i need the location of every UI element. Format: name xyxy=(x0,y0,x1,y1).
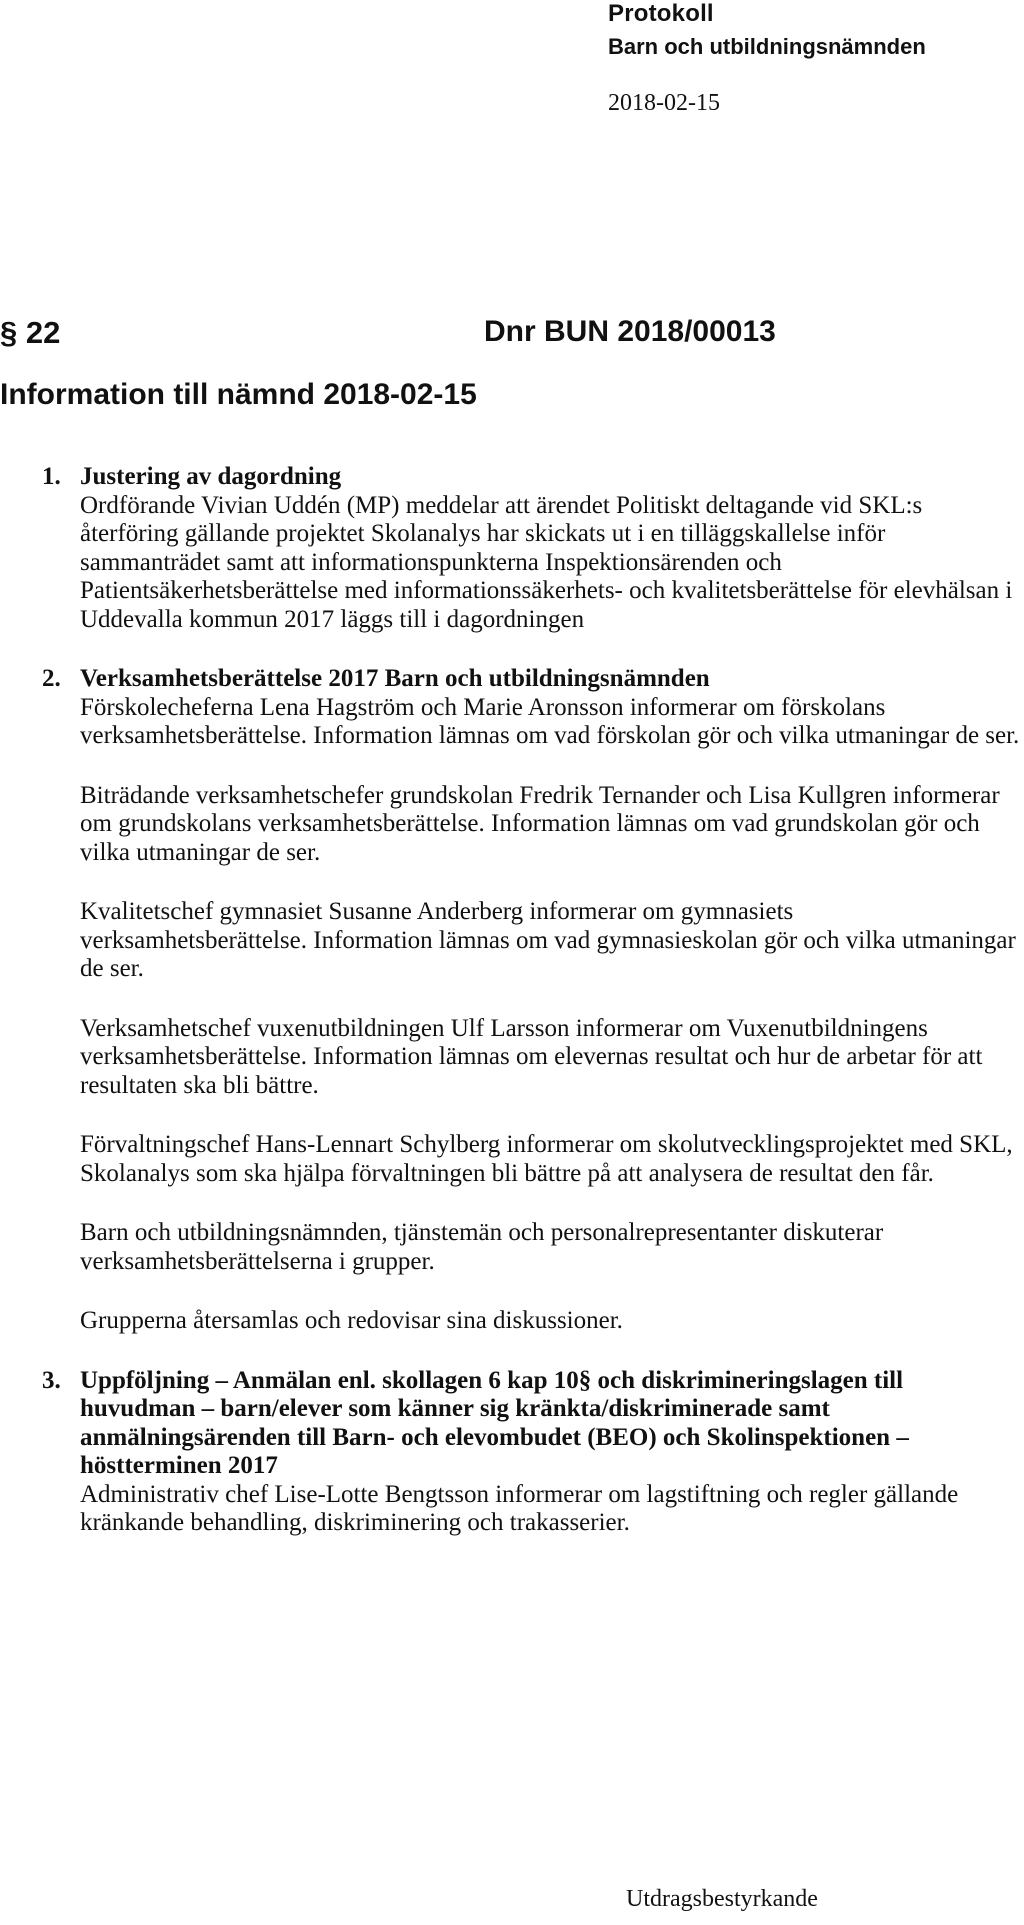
agenda-item xyxy=(42,665,1022,1336)
certification-label: Utdragsbestyrkande xyxy=(626,1886,818,1912)
agenda-item-paragraph: Barn och utbildningsnämnden, tjänstemän och personalrepresentanter diskuterar verksamhetsberättelserna i grupper. xyxy=(80,1219,884,1275)
agenda-item xyxy=(42,463,1022,634)
agenda-item-title: Uppföljning – Anmälan enl. skollagen 6 kap 10§ och diskrimineringslagen till huvudman – barn/elever som känner sig kränkta/diskriminerade samt anmälningsärenden till Barn- och elevombudet (BEO) och Skolinspektionen – höstterminen 2017 xyxy=(80,1366,909,1479)
case-number: Dnr BUN 2018/00013 xyxy=(484,315,776,348)
agenda-item xyxy=(42,1367,1022,1538)
agenda-item-paragraph: Kvalitetschef gymnasiet Susanne Anderberg informerar om gymnasiets verksamhetsberättelse. Information lämnas om vad gymnasieskolan gör och vilka utmaningar de ser. xyxy=(80,898,1016,982)
agenda-item-paragraph: Biträdande verksamhetschefer grundskolan Fredrik Ternander och Lisa Kullgren informerar om grundskolans verksamhetsberättelse. Information lämnas om vad grundskolan gör och vilka utmaningar de ser. xyxy=(80,781,1000,866)
agenda-item-paragraph: Administrativ chef Lise-Lotte Bengtsson informerar om lagstiftning och regler gällande kränkande behandling, diskriminering och trakasserier. xyxy=(80,1480,959,1536)
agenda-item-paragraph: Verksamhetschef vuxenutbildningen Ulf Larsson informerar om Vuxenutbildningens verksamhetsberättelse. Information lämnas om elevernas resultat och hur de arbetar för att resultaten ska bli bättre. xyxy=(80,1014,983,1099)
agenda-item-paragraph: Ordförande Vivian Uddén (MP) meddelar att ärendet Politiskt deltagande vid SKL:s återföring gällande projektet Skolanalys har skickats ut i en tilläggskallelse inför sammanträdet samt att informationspunkterna Inspektionsärenden och Patientsäkerhetsberättelse med informationssäkerhets- och kvalitetsberättelse för elevhälsan i Uddevalla kommun 2017 läggs till i dagordningen xyxy=(80,491,1013,633)
agenda-item-paragraph: Förvaltningschef Hans-Lennart Schylberg informerar om skolutvecklingsprojektet med SKL, Skolanalys som ska hjälpa förvaltningen bli bättre på att analysera de resultat den får. xyxy=(80,1131,1013,1187)
agenda-item-title: Justering av dagordning xyxy=(80,463,342,490)
agenda-item-paragraph: Grupperna återsamlas och redovisar sina diskussioner. xyxy=(80,1307,623,1334)
agenda-items xyxy=(42,463,1022,1569)
agenda-item-title: Verksamhetsberättelse 2017 Barn och utbildningsnämnden xyxy=(80,665,710,692)
section-number: § 22 xyxy=(0,315,61,350)
committee-name: Barn och utbildningsnämnden xyxy=(608,34,926,59)
agenda-item-paragraph: Förskolecheferna Lena Hagström och Marie Aronsson informerar om förskolans verksamhetsberättelse. Information lämnas om vad förskolan gör och vilka utmaningar de ser. xyxy=(80,693,1020,749)
meeting-date: 2018-02-15 xyxy=(608,90,720,116)
section-heading: Information till nämnd 2018-02-15 xyxy=(0,378,477,411)
agenda-item-number: 3. xyxy=(42,1366,61,1394)
document-type-title: Protokoll xyxy=(608,0,714,27)
agenda-item-number: 1. xyxy=(42,463,61,490)
agenda-item-number: 2. xyxy=(42,665,61,692)
